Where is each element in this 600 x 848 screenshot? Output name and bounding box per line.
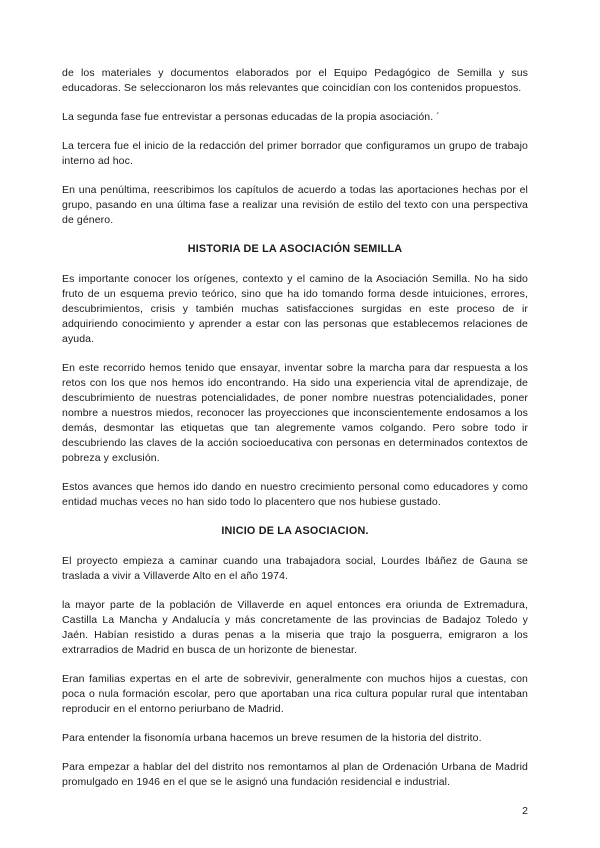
paragraph: de los materiales y documentos elaborados por el Equipo Pedagógico de Semilla y sus educadoras. Se seleccionaron los más relevantes que coincidían con los contenidos propuestos.: [62, 67, 528, 94]
paragraph: El proyecto empieza a caminar cuando una trabajadora social, Lourdes Ibáñez de Gauna se traslada a vivir a Villaverde Alto en el año 1974.: [62, 555, 528, 582]
paragraph: Para entender la fisonomía urbana hacemos un breve resumen de la historia del distrito.: [62, 732, 482, 744]
paragraph: La tercera fue el inicio de la redacción del primer borrador que configuramos un grupo de trabajo interno ad hoc.: [62, 140, 528, 167]
paragraph: Estos avances que hemos ido dando en nuestro crecimiento personal como educadores y como entidad muchas veces no han sido todo lo placentero que nos hubiese gustado.: [62, 481, 528, 508]
paragraph: En este recorrido hemos tenido que ensayar, inventar sobre la marcha para dar respuesta a los retos con los que nos hemos ido encontrando. Ha sido una experiencia vital de aprendizaje, de descubrimiento de nuestras potencialidades, de poner nombre nuestras potencialidades, poner nombre a nuestros miedos, reconocer las proyecciones que inconscientemente endosamos a los demás, desmontar las etiquetas que tan alegremente vamos colgando. Pero sobre todo ir descubriendo las claves de la acción socioeducativa con personas en determinados contextos de pobreza y exclusión.: [62, 362, 528, 464]
section-heading-inicio-asociacion: INICIO DE LA ASOCIACION.: [221, 525, 369, 537]
paragraph: Para empezar a hablar del del distrito nos remontamos al plan de Ordenación Urbana de Madrid promulgado en 1946 en el que se le asignó una fundación residencial e industrial.: [62, 761, 528, 788]
paragraph: La segunda fase fue entrevistar a personas educadas de la propia asociación. ´: [62, 111, 440, 123]
paragraph: la mayor parte de la población de Villaverde en aquel entonces era oriunda de Extremadura, Castilla La Mancha y Andalucía y más concretamente de las provincias de Badajoz Toledo y Jaén. Habían resistido a duras penas a la miseria que trajo la posguerra, emigraron a los extrarradios de Madrid en busca de un horizonte de bienestar.: [62, 599, 528, 656]
paragraph: En una penúltima, reescribimos los capítulos de acuerdo a todas las aportaciones hechas por el grupo, pasando en una última fase a realizar una revisión de estilo del texto con una perspectiva de género.: [62, 184, 528, 226]
paragraph: Eran familias expertas en el arte de sobrevivir, generalmente con muchos hijos a cuestas, con poca o nula formación escolar, pero que aportaban una rica cultura popular rural que intentaban reproducir en el entorno periurbano de Madrid.: [62, 673, 528, 715]
section-heading-historia-asociacion-semilla: HISTORIA DE LA ASOCIACIÓN SEMILLA: [187, 243, 403, 255]
paragraph: Es importante conocer los orígenes, contexto y el camino de la Asociación Semilla. No ha sido fruto de un esquema previo teórico, sino que ha ido tomando forma desde intuiciones, errores, descubrimientos, crisis y también muchas satisfacciones surgidas en este proceso de ir adquiriendo conocimiento y aprender a estar con las personas que establecemos relaciones de ayuda.: [62, 273, 528, 345]
page-number: 2: [522, 805, 528, 817]
